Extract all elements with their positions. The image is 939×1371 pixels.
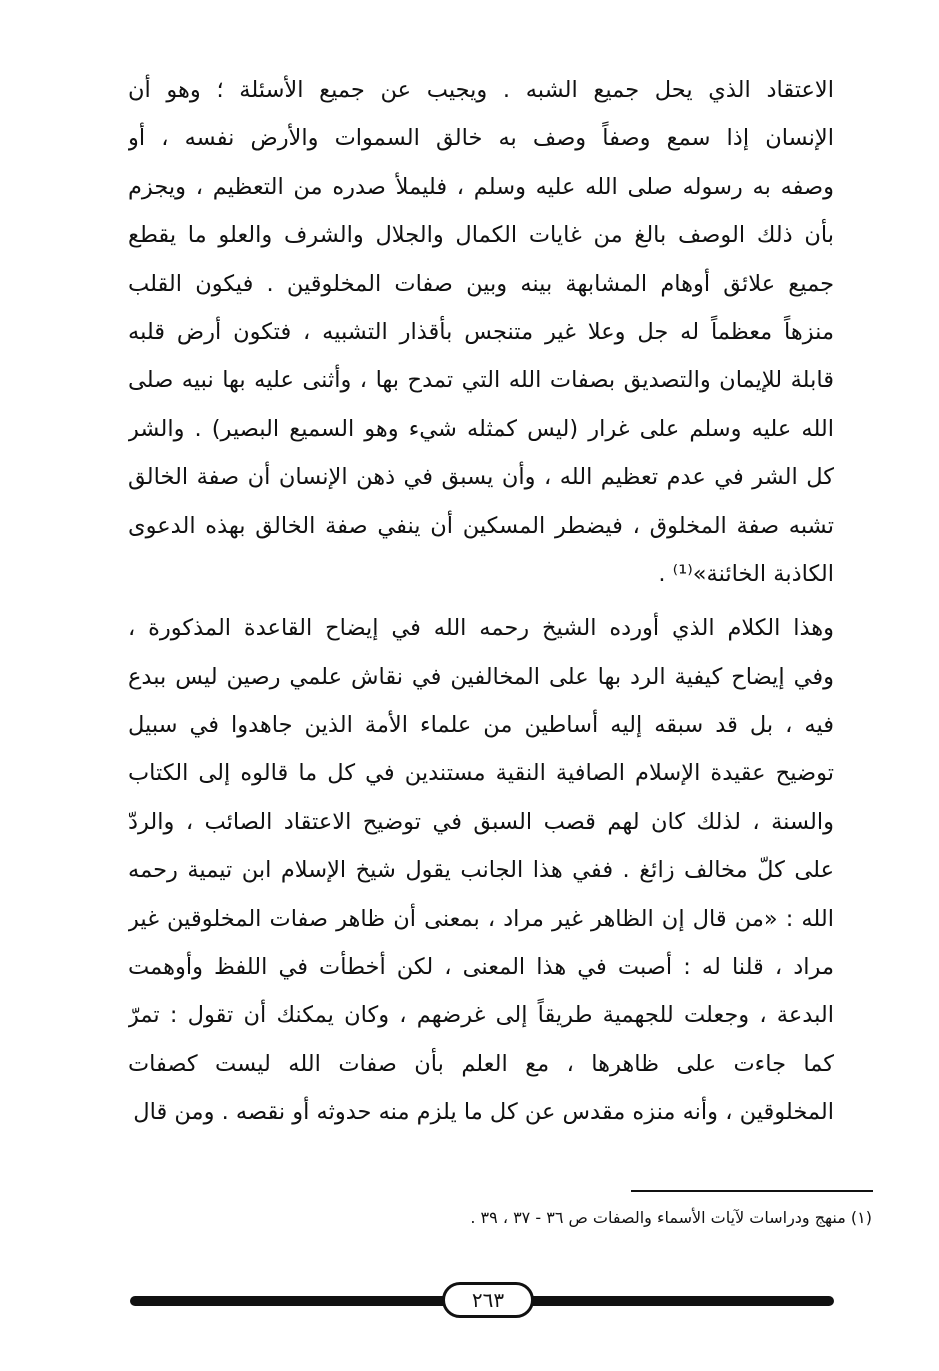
text-line: والسنة ، لذلك كان لهم قصب السبق في توضيح الاعتقاد الصائب ، والردّ — [128, 808, 834, 835]
text-line: الكاذبة الخائنة»⁽¹⁾ . — [658, 560, 834, 587]
text-line: الله عليه وسلم على غرار (ليس كمثله شيء وهو السميع البصير) . والشر — [128, 415, 834, 442]
paragraph-2 — [128, 604, 834, 1136]
text-line: منزهاً معظماً له جل وعلا غير متنجس بأقذار التشبيه ، فتكون أرض قلبه — [128, 318, 834, 345]
text-line: مراد ، قلنا له : أصبت في هذا المعنى ، لكن أخطأت في اللفظ وأوهمت — [128, 954, 834, 981]
text-line: توضيح عقيدة الإسلام الصافية النقية مستندين في كل ما قالوه إلى الكتاب — [128, 760, 834, 787]
text-line: الإنسان إذا سمع وصفاً وصف به خالق السموات والأرض نفسه ، أو — [128, 125, 834, 152]
text-line: تشبه صفة المخلوق ، فيضطر المسكين أن ينفي صفة الخالق بهذه الدعوى — [128, 512, 834, 539]
text-line: البدعة ، وجعلت للجهمية طريقاً إلى غرضهم ، وكان يمكنك أن تقول : تمرّ — [128, 1002, 834, 1029]
footer-bar-right — [528, 1296, 834, 1306]
text-line: الاعتقاد الذي يحل جميع الشبه . ويجيب عن جميع الأسئلة ؛ وهو أن — [128, 77, 834, 103]
text-line: كما جاءت على ظاهرها ، مع العلم بأن صفات الله ليست كصفات — [128, 1050, 834, 1077]
footnote-separator — [631, 1190, 873, 1192]
text-line: قابلة للإيمان والتصديق بصفات الله التي تمدح بها ، وأثنى عليه بها نبيه صلى — [128, 367, 834, 394]
text-line: الله : «من قال إن الظاهر غير مراد ، بمعنى أن ظاهر صفات المخلوقين غير — [128, 905, 834, 932]
text-line: جميع علائق أوهام المشابهة بينه وبين صفات المخلوقين . فيكون القلب — [128, 270, 834, 297]
text-line: المخلوقين ، وأنه منزه مقدس عن كل ما يلزم منه حدوثه أو نقصه . ومن قال — [133, 1099, 834, 1126]
page-number: ٢٦٣ — [442, 1282, 534, 1318]
text-line: كل الشر في عدم تعظيم الله ، وأن يسبق في ذهن الإنسان أن صفة الخالق — [128, 464, 834, 491]
text-line: وفي إيضاح كيفية الرد بها على المخالفين في نقاش علمي رصين ليس ببدع — [128, 663, 834, 690]
text-line: وصفه به رسوله صلى الله عليه وسلم ، فليملأ صدره من التعظيم ، ويجزم — [128, 173, 834, 200]
text-line: وهذا الكلام الذي أورده الشيخ رحمه الله في إيضاح القاعدة المذكورة ، — [128, 615, 834, 642]
footer-bar-left — [130, 1296, 448, 1306]
text-line: فيه ، بل قد سبقه إليه أساطين من علماء الأمة الذين جاهدوا في سبيل — [128, 712, 834, 739]
text-line: على كلّ مخالف زائغ . ففي هذا الجانب يقول شيخ الإسلام ابن تيمية رحمه — [128, 857, 834, 884]
footnote: (١) منهج ودراسات لآيات الأسماء والصفات ص ٣٦ - ٣٧ ، ٣٩ . — [470, 1208, 872, 1227]
paragraph-1 — [128, 66, 834, 598]
text-line: بأن ذلك الوصف بالغ من غايات الكمال والجلال والشرف والعلو ما يقطع — [128, 222, 834, 249]
page-body — [128, 66, 834, 1137]
